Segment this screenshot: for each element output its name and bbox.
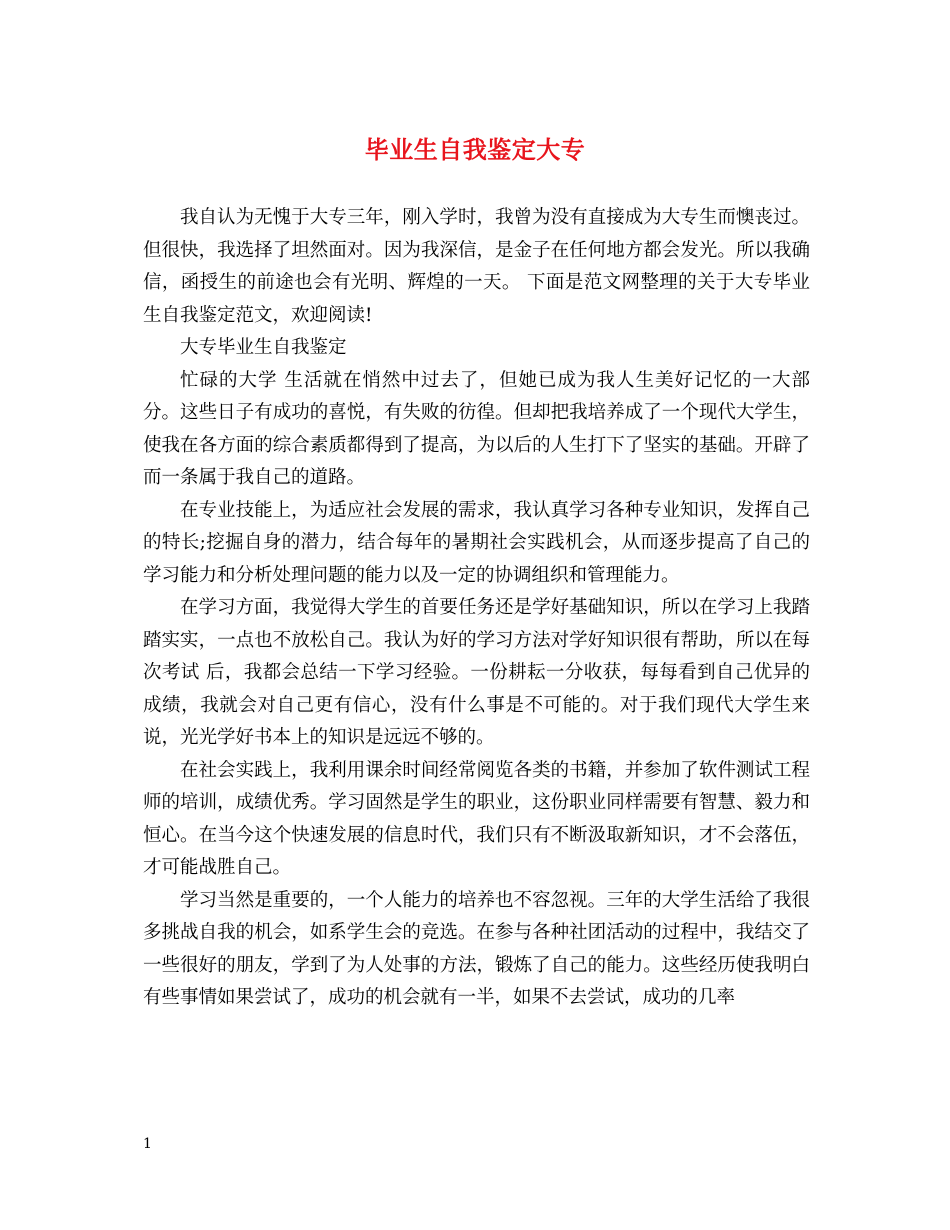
paragraph-social-practice: 在社会实践上，我利用课余时间经常阅览各类的书籍，并参加了软件测试工程师的培训，成绩优秀。学习固然是学生的职业，这份职业同样需要有智慧、毅力和恒心。在当今这个快速发展的信息时代，我们只有不断汲取新知识，才不会落伍，才可能战胜自己。 (143, 759, 810, 878)
paragraph-subheading: 大专毕业生自我鉴定 (180, 337, 347, 358)
paragraph-intro: 我自认为无愧于大专三年，刚入学时，我曾为没有直接成为大专生而懊丧过。但很快，我选择了坦然面对。因为我深信，是金子在任何地方都会发光。所以我确信，函授生的前途也会有光明、辉煌的一天。 下面是范文网整理的关于大专毕业生自我鉴定范文，欢迎阅读! (143, 207, 810, 326)
paragraph-ability: 学习当然是重要的，一个人能力的培养也不容忽视。三年的大学生活给了我很多挑战自我的机会，如系学生会的竞选。在参与各种社团活动的过程中，我结交了一些很好的朋友，学到了为人处事的方法，锻炼了自己的能力。这些经历使我明白有些事情如果尝试了，成功的机会就有一半，如果不去尝试，成功的几率 (143, 889, 810, 1008)
paragraph-professional-skills: 在专业技能上，为适应社会发展的需求，我认真学习各种专业知识，发挥自己的特长;挖掘自身的潜力，结合每年的暑期社会实践机会，从而逐步提高了自己的学习能力和分析处理问题的能力以及一定的协调组织和管理能力。 (143, 499, 810, 586)
document-body (143, 202, 810, 1015)
document-title: 毕业生自我鉴定大专 (364, 135, 586, 164)
page-number: 1 (143, 1136, 152, 1152)
paragraph-study: 在学习方面，我觉得大学生的首要任务还是学好基础知识，所以在学习上我踏踏实实，一点也不放松自己。我认为好的学习方法对学好知识很有帮助，所以在每次考试 后，我都会总结一下学习经验。一份耕耘一分收获，每每看到自己优异的成绩，我就会对自己更有信心，没有什么事是不可能的。对于我们现代大学生来说，光光学好书本上的知识是远远不够的。 (143, 597, 810, 748)
paragraph-university-life: 忙碌的大学 生活就在悄然中过去了，但她已成为我人生美好记忆的一大部分。这些日子有成功的喜悦，有失败的彷徨。但却把我培养成了一个现代大学生，使我在各方面的综合素质都得到了提高，为以后的人生打下了坚实的基础。开辟了而一条属于我自己的道路。 (143, 369, 810, 488)
